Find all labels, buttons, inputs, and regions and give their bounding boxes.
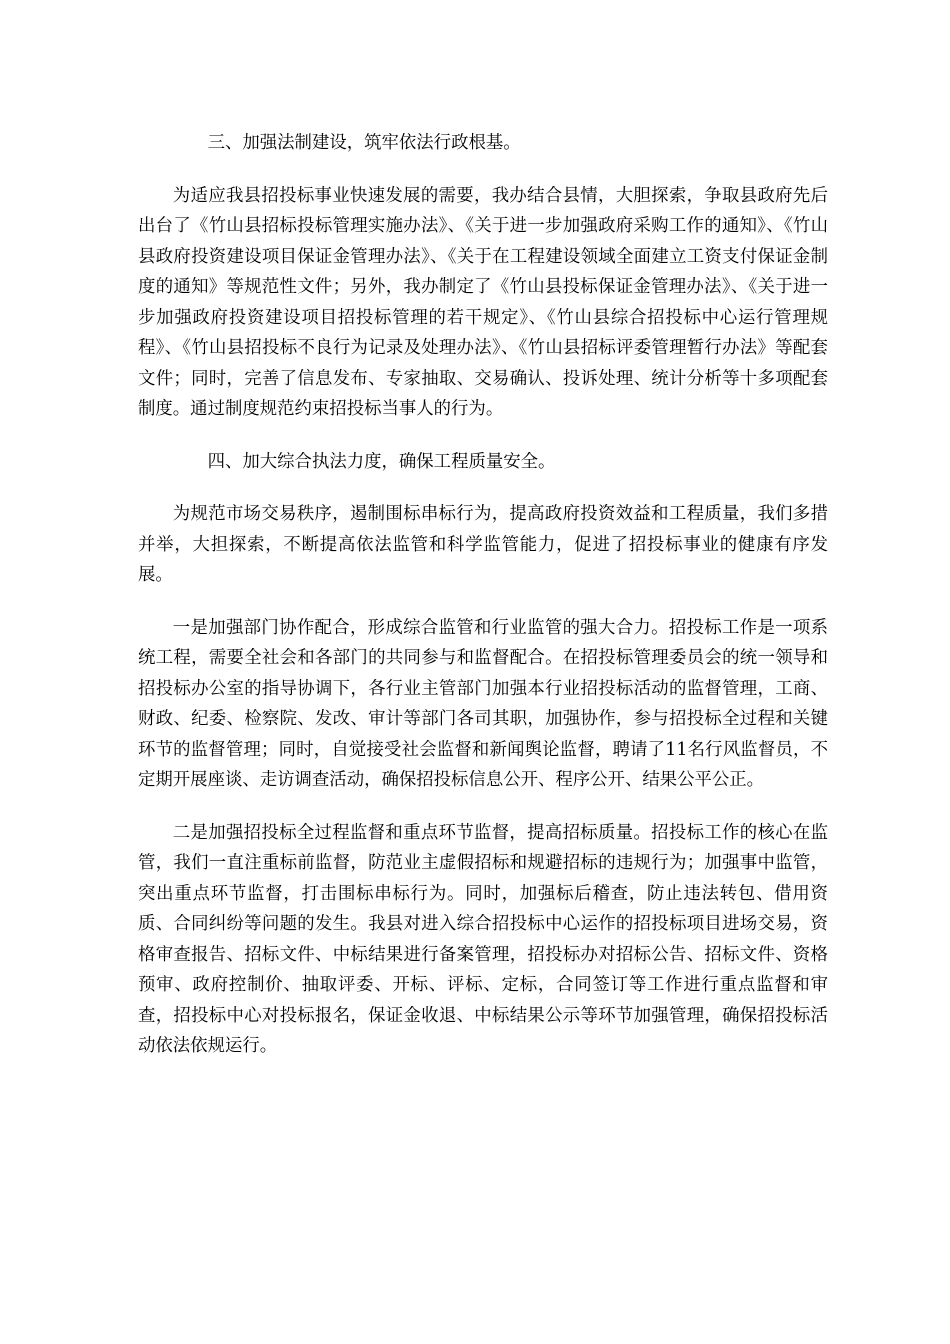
- section-heading-four: 四、加大综合执法力度，确保工程质量安全。: [207, 451, 556, 472]
- document-body: [138, 128, 828, 1084]
- paragraph-legal-system: 为适应我县招投标事业快速发展的需要，我办结合县情，大胆探索，争取县政府先后出台了《竹山县招标投标管理实施办法》、《关于进一步加强政府采购工作的通知》、《竹山县政府投资建设项目保证金管理办法》、《关于在工程建设领域全面建立工资支付保证金制度的通知》等规范性文件；另外，我办制定了《竹山县投标保证金管理办法》、《关于进一步加强政府投资建设项目招投标管理的若干规定》、《竹山县综合招投标中心运行管理规程》、《竹山县招投标不良行为记录及处理办法》、《竹山县招标评委管理暂行办法》等配套文件；同时，完善了信息发布、专家抽取、交易确认、投诉处理、统计分析等十多项配套制度。通过制度规范约束招投标当事人的行为。: [138, 185, 828, 419]
- paragraph-department-cooperation: 一是加强部门协作配合，形成综合监管和行业监管的强大合力。招投标工作是一项系统工程，需要全社会和各部门的共同参与和监督配合。在招投标管理委员会的统一领导和招投标办公室的指导协调下，各行业主管部门加强本行业招投标活动的监督管理，工商、财政、纪委、检察院、发改、审计等部门各司其职，加强协作，参与招投标全过程和关键环节的监督管理；同时，自觉接受社会监督和新闻舆论监督，聘请了11名行风监督员，不定期开展座谈、走访调查活动，确保招投标信息公开、程序公开、结果公平公正。: [138, 617, 828, 790]
- paragraph-market-order: 为规范市场交易秩序，遏制围标串标行为，提高政府投资效益和工程质量，我们多措并举，大担探索，不断提高依法监管和科学监管能力，促进了招投标事业的健康有序发展。: [138, 504, 828, 585]
- section-heading-three: 三、加强法制建设，筑牢依法行政根基。: [207, 133, 521, 153]
- paragraph-process-supervision: 二是加强招投标全过程监督和重点环节监督，提高招标质量。招投标工作的核心在监管，我们一直注重标前监督，防范业主虚假招标和规避招标的违规行为；加强事中监管，突出重点环节监督，打击围标串标行为。同时，加强标后稽查，防止违法转包、借用资质、合同纠纷等问题的发生。我县对进入综合招投标中心运作的招投标项目进场交易，资格审查报告、招标文件、中标结果进行备案管理，招投标办对招标公告、招标文件、资格预审、政府控制价、抽取评委、开标、评标、定标，合同签订等工作进行重点监督和审查，招投标中心对投标报名，保证金收退、中标结果公示等环节加强管理，确保招投标活动依法依规运行。: [138, 822, 828, 1056]
